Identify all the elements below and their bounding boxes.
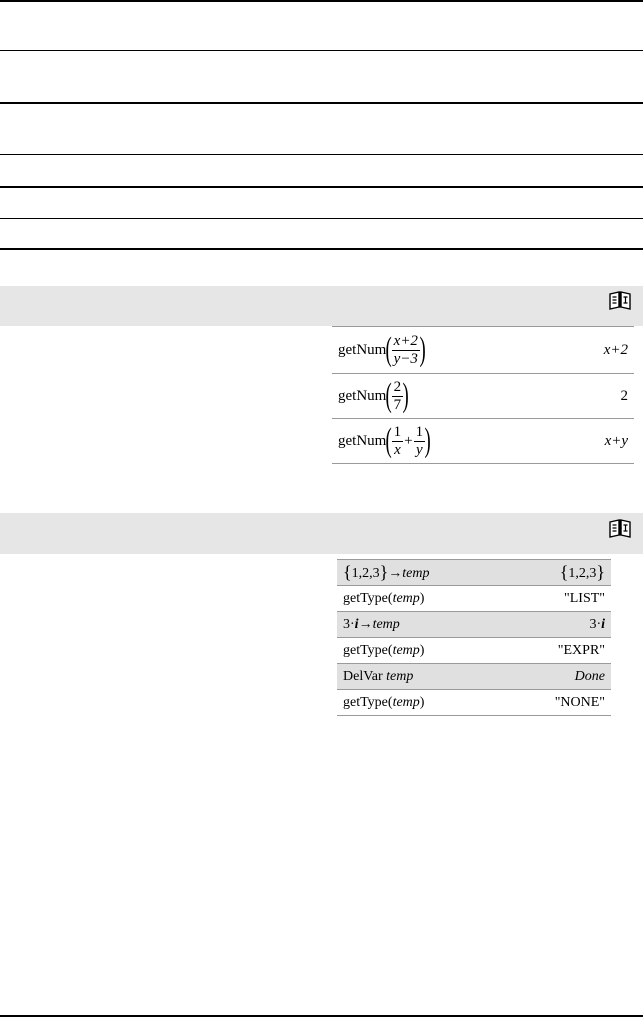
- example-result: {1,2,3}: [559, 562, 605, 582]
- catalog-book-icon: [608, 518, 632, 539]
- example-input: getType(temp): [343, 642, 425, 658]
- fraction: $\frac{1}{y}$: [415, 423, 424, 458]
- gettype-header-band: [0, 513, 643, 554]
- example-result: Done: [574, 668, 605, 684]
- example-input: getNum( $\frac{2}{7}$ ): [338, 377, 409, 414]
- function-name: getNum: [338, 341, 387, 358]
- example-input: 3·i→temp: [343, 616, 400, 632]
- fraction: $\frac{1}{x}$: [393, 423, 402, 458]
- example-result: 2: [620, 387, 628, 404]
- example-input: DelVar temp: [343, 668, 414, 684]
- rule-4: [0, 186, 643, 188]
- example-input: getType(temp): [343, 590, 425, 606]
- getnum-examples-table: [332, 326, 634, 464]
- rule-6: [0, 248, 643, 250]
- catalog-book-icon: [608, 290, 632, 311]
- getnum-header-band: [0, 286, 643, 326]
- example-row: [332, 327, 634, 374]
- example-result: 3·i: [589, 616, 605, 632]
- example-row: [337, 612, 611, 638]
- function-name: getNum: [338, 387, 387, 404]
- example-row: [337, 638, 611, 664]
- bottom-rule: [0, 1015, 643, 1017]
- top-rule: [0, 0, 643, 2]
- example-input: {1,2,3}→temp: [343, 562, 430, 582]
- example-row: [337, 664, 611, 690]
- rule-3: [0, 154, 643, 155]
- example-input: getType(temp): [343, 694, 425, 710]
- example-input: getNum( $\frac{x+2}{y-3}$ ): [338, 331, 426, 368]
- example-result: "LIST": [564, 590, 605, 606]
- rule-5: [0, 218, 643, 219]
- example-result: x+y: [604, 432, 628, 449]
- example-row: [337, 586, 611, 612]
- gettype-examples-table: [337, 559, 611, 716]
- rule-2: [0, 102, 643, 104]
- example-row: [332, 374, 634, 419]
- example-result: x+2: [603, 341, 628, 358]
- rule-1: [0, 50, 643, 51]
- example-result: "EXPR": [557, 642, 605, 658]
- fraction: $\frac{x+2}{y-3}$: [393, 332, 418, 367]
- example-row: [337, 560, 611, 586]
- example-input: getNum( $\frac{1}{x}$ + $\frac{1}{y}$ ): [338, 422, 431, 459]
- example-row: [332, 419, 634, 464]
- fraction: $\frac{2}{7}$: [393, 378, 402, 413]
- example-result: "NONE": [554, 694, 605, 710]
- function-name: getNum: [338, 432, 387, 449]
- example-row: [337, 690, 611, 716]
